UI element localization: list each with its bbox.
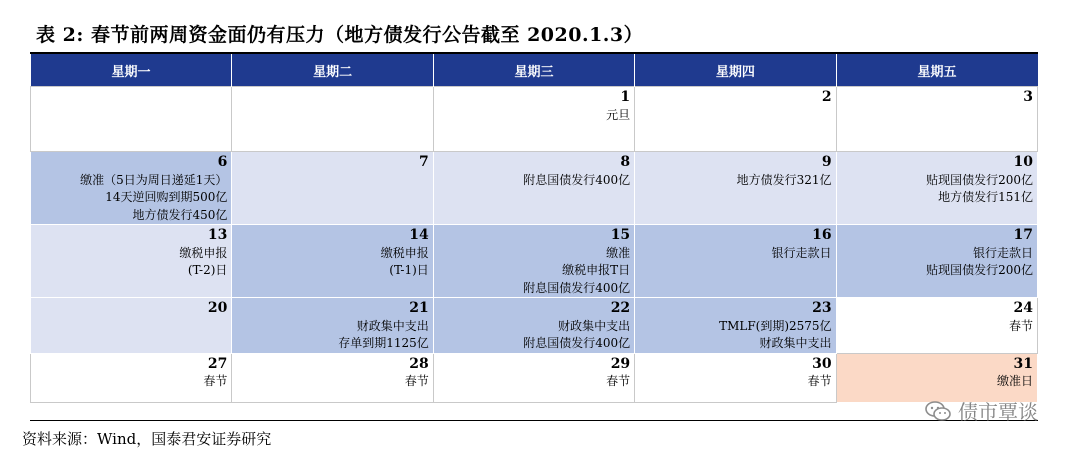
event-note: (T-1)日 xyxy=(389,263,429,277)
table-title: 表 2: 春节前两周资金面仍有压力（地方债发行公告截至 2020.1.3） xyxy=(36,24,644,46)
calendar-cell-mon xyxy=(31,353,232,402)
calendar-cell-thu xyxy=(635,152,836,225)
day-number: 22 xyxy=(610,300,631,316)
day-number: 1 xyxy=(620,89,631,105)
day-number: 15 xyxy=(610,227,631,243)
event-note: 春节 xyxy=(1008,318,1033,333)
calendar-cell-fri xyxy=(836,87,1037,152)
event-note: TMLF(到期)2575亿 xyxy=(719,318,832,333)
event-note: 缴税申报T日 xyxy=(562,263,631,277)
day-number: 29 xyxy=(610,355,631,372)
calendar-cell-fri xyxy=(836,298,1037,354)
calendar-cell-tue xyxy=(232,353,433,402)
event-note: 银行走款日 xyxy=(972,245,1033,260)
event-note: 春节 xyxy=(404,374,429,388)
event-note: 缴税申报 xyxy=(380,245,429,260)
event-note: 附息国债发行400亿 xyxy=(523,336,631,350)
calendar-cell-fri xyxy=(836,152,1037,225)
calendar-cell-fri xyxy=(836,353,1037,402)
event-note: 财政集中支出 xyxy=(558,318,631,333)
calendar-cell-wed xyxy=(433,225,634,298)
day-number: 28 xyxy=(409,355,429,372)
event-note: 春节 xyxy=(203,374,228,388)
calendar-cell-wed xyxy=(433,152,634,225)
event-note: 贴现国债发行200亿 xyxy=(926,172,1033,187)
source-note: 资料来源：Wind，国泰君安证券研究 xyxy=(22,430,272,448)
calendar-cell-thu xyxy=(635,298,836,354)
event-note: 附息国债发行400亿 xyxy=(523,172,631,187)
week-row xyxy=(31,298,1038,354)
event-note: 14天逆回购到期500亿 xyxy=(105,190,228,204)
day-number: 8 xyxy=(620,154,631,170)
event-note: 地方债发行321亿 xyxy=(736,172,832,187)
event-note: 财政集中支出 xyxy=(356,318,429,333)
day-number: 23 xyxy=(812,300,832,316)
calendar-cell-mon xyxy=(31,152,232,225)
event-note: 地方债发行450亿 xyxy=(132,207,228,222)
wechat-icon xyxy=(924,400,952,422)
event-note: 存单到期1125亿 xyxy=(338,336,429,350)
day-number: 6 xyxy=(217,154,228,170)
day-number: 14 xyxy=(409,227,429,243)
day-number: 7 xyxy=(419,154,429,170)
day-number: 3 xyxy=(1023,89,1033,105)
week-row xyxy=(31,152,1038,225)
calendar-cell-wed xyxy=(433,87,634,152)
bottom-rule xyxy=(30,420,1038,421)
event-note: 银行走款日 xyxy=(771,245,832,260)
event-note: 财政集中支出 xyxy=(759,336,832,350)
weekday-header-thu: 星期四 xyxy=(635,54,836,87)
week-row xyxy=(31,87,1038,152)
calendar-cell-thu xyxy=(635,225,836,298)
event-note: 元旦 xyxy=(606,107,631,122)
calendar-cell-tue xyxy=(232,87,433,152)
event-note: 缴税申报 xyxy=(179,245,228,260)
day-number: 27 xyxy=(207,355,228,372)
day-number: 31 xyxy=(1013,355,1033,372)
weekday-header-tue: 星期二 xyxy=(232,54,433,87)
calendar-cell-thu xyxy=(635,353,836,402)
event-note: 缴准 xyxy=(606,245,631,260)
calendar-table xyxy=(30,54,1038,403)
calendar-cell-tue xyxy=(232,225,433,298)
day-number: 21 xyxy=(409,300,429,316)
calendar-cell-mon xyxy=(31,225,232,298)
event-note: 缴准日 xyxy=(996,374,1033,388)
day-number: 20 xyxy=(207,300,228,316)
weekday-header-mon: 星期一 xyxy=(31,54,232,87)
calendar-cell-mon xyxy=(31,87,232,152)
calendar-cell-wed xyxy=(433,353,634,402)
calendar-cell-thu xyxy=(635,87,836,152)
event-note: 缴准（5日为周日递延1天） xyxy=(80,172,228,187)
day-number: 10 xyxy=(1013,154,1033,170)
day-number: 16 xyxy=(812,227,832,243)
watermark xyxy=(924,396,1038,425)
day-number: 24 xyxy=(1013,300,1033,316)
calendar-cell-mon xyxy=(31,298,232,354)
calendar-cell-tue xyxy=(232,152,433,225)
calendar-cell-wed xyxy=(433,298,634,354)
week-row xyxy=(31,353,1038,402)
event-note: 春节 xyxy=(807,374,832,388)
event-note: 贴现国债发行200亿 xyxy=(926,263,1033,277)
calendar-cell-tue xyxy=(232,298,433,354)
weekday-header-wed: 星期三 xyxy=(433,54,634,87)
event-note: 春节 xyxy=(606,374,631,388)
week-row xyxy=(31,225,1038,298)
event-note: 地方债发行151亿 xyxy=(938,190,1033,204)
event-note: 附息国债发行400亿 xyxy=(523,280,631,295)
calendar-cell-fri xyxy=(836,225,1037,298)
watermark-text: 债市覃谈 xyxy=(958,400,1038,424)
day-number: 17 xyxy=(1013,227,1033,243)
event-note: (T-2)日 xyxy=(187,263,228,277)
calendar-body xyxy=(31,87,1038,403)
weekday-header-fri: 星期五 xyxy=(836,54,1037,87)
day-number: 9 xyxy=(821,154,832,170)
day-number: 2 xyxy=(821,89,832,105)
day-number: 30 xyxy=(812,355,832,372)
weekday-header-row xyxy=(31,54,1038,87)
day-number: 13 xyxy=(207,227,228,243)
